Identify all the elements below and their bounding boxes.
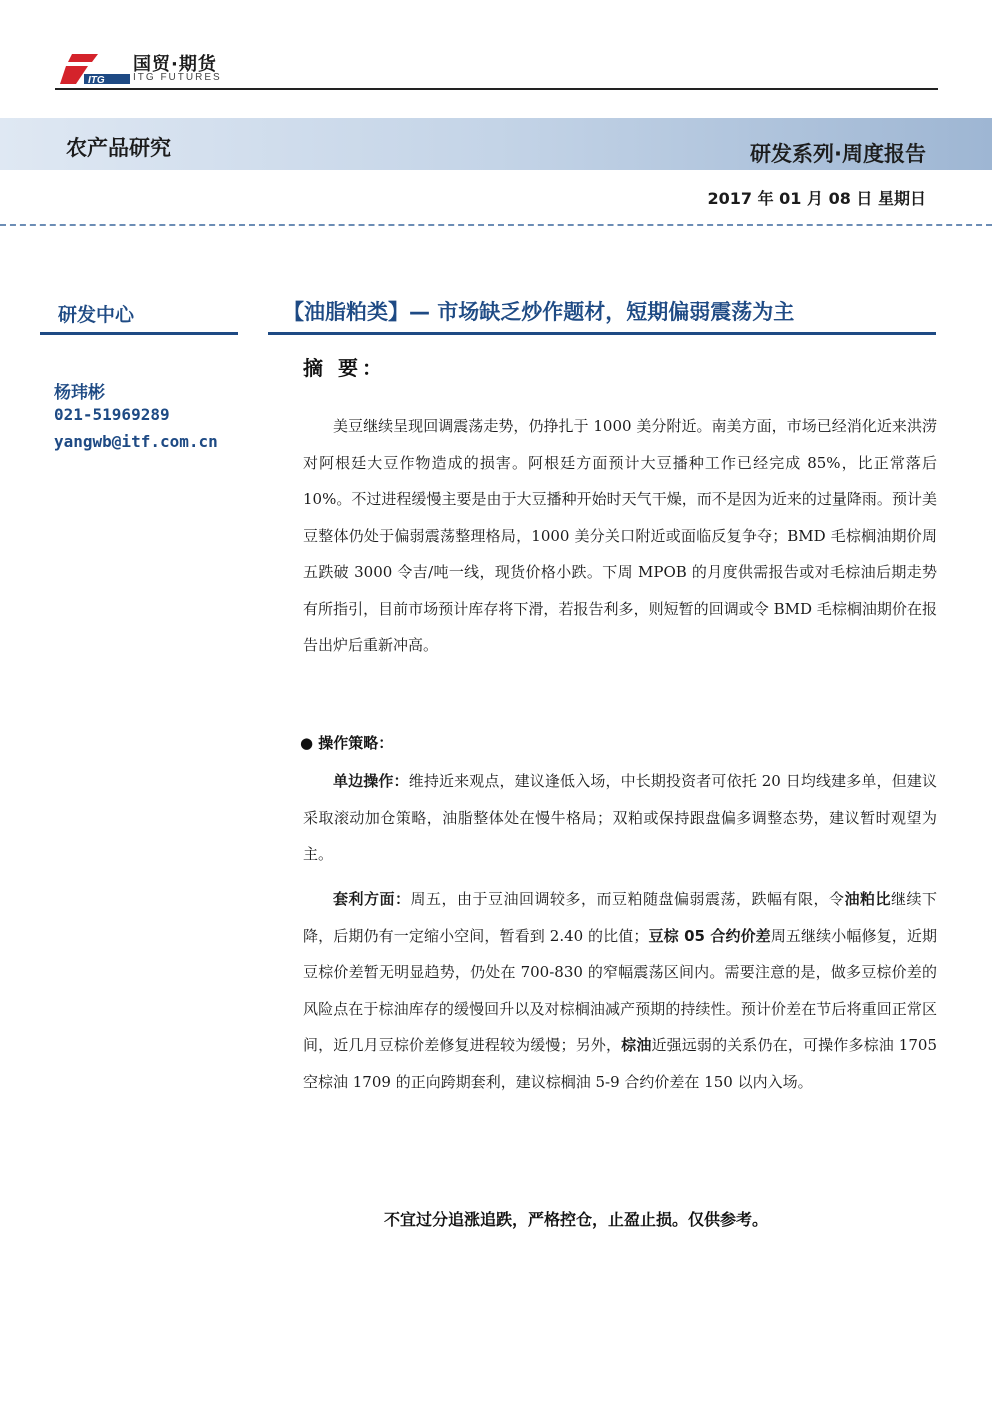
single-side-label: 单边操作： <box>333 772 409 790</box>
oil-meal-ratio-term: 油粕比 <box>844 890 891 908</box>
summary-heading: 摘 要： <box>303 356 386 380</box>
logo-english-name: ITG FUTURES <box>133 72 222 83</box>
arbitrage-paragraph <box>303 881 937 1100</box>
soy-palm-spread-term: 豆棕 05 合约价差 <box>648 926 771 945</box>
arbitrage-text-4: 近强远弱的关系仍在，可操作多棕油 1705 空棕油 1709 的正向跨期套利，建议棕榈油 5-9 合约价差在 150 以内入场。 <box>303 1036 937 1091</box>
report-headline: 【油脂粕类】— 市场缺乏炒作题材，短期偏弱震荡为主 <box>283 300 795 324</box>
arbitrage-text-1: 周五，由于豆油回调较多，而豆粕随盘偏弱震荡，跌幅有限，令 <box>410 890 845 908</box>
logo-red-base-icon <box>60 66 88 84</box>
arbitrage-text-2: 继续下降，后期仍有一定缩小空间，暂看到 2.40 的比值； <box>303 890 937 945</box>
logo-mark-text: ITG <box>88 75 105 86</box>
section-title: 农产品研究 <box>66 136 171 160</box>
disclaimer: 不宜过分追涨追跌，严格控仓，止盈止损。仅供参考。 <box>383 1210 768 1229</box>
department-title: 研发中心 <box>58 304 135 326</box>
single-side-paragraph <box>303 763 937 873</box>
author-name: 杨玮彬 <box>54 383 105 403</box>
summary-paragraph: 美豆继续呈现回调震荡走势，仍挣扎于 1000 美分附近。南美方面，市场已经消化近来洪涝对阿根廷大豆作物造成的损害。阿根廷方面预计大豆播种工作已经完成 85%，比正常落后 10%。不过进程缓慢主要是由于大豆播种开始时天气干燥，而不是因为近来的过量降雨。预计美豆整体仍处于偏弱震荡整理格局，1000 美分关口附近或面临反复争夺；BMD 毛棕榈油期价周五跌破 3000 令吉/吨一线，现货价格小跌。下周 MPOB 的月度供需报告或对毛棕油后期走势有所指引，目前市场预计库存将下滑，若报告利多，则短暂的回调或令 BMD 毛棕榈油期价在报告出炉后重新冲高。 <box>303 417 937 654</box>
arbitrage-label: 套利方面： <box>333 890 411 908</box>
logo-chinese-name: 国贸·期货 <box>133 54 217 75</box>
arbitrage-text-3: 周五继续小幅修复，近期豆棕价差暂无明显趋势，仍处在 700-830 的窄幅震荡区间内。需要注意的是，做多豆棕价差的风险点在于棕油库存的缓慢回升以及对棕榈油减产预期的持续性。预计价差在节后将重回正常区间，近几月豆棕价差修复进程较为缓慢；另外， <box>303 926 937 1054</box>
report-date: 2017 年 01 月 08 日 星期日 <box>707 189 926 208</box>
author-email[interactable]: yangwb@itf.com.cn <box>54 432 218 451</box>
series-title: 研发系列·周度报告 <box>750 142 926 166</box>
strategy-heading: ● 操作策略： <box>300 734 394 752</box>
palm-oil-term: 棕油 <box>621 1036 652 1054</box>
sidebar-rule <box>40 332 238 335</box>
dashed-divider <box>0 224 992 226</box>
headline-rule <box>268 332 936 335</box>
logo-red-slash-icon <box>68 54 98 62</box>
single-side-text: 维持近来观点，建议逢低入场，中长期投资者可依托 20 日均线建多单，但建议采取滚动加仓策略，油脂整体处在慢牛格局；双粕或保持跟盘偏多调整态势，建议暂时观望为主。 <box>303 772 937 863</box>
header-divider <box>55 88 938 90</box>
author-phone: 021-51969289 <box>54 405 170 424</box>
